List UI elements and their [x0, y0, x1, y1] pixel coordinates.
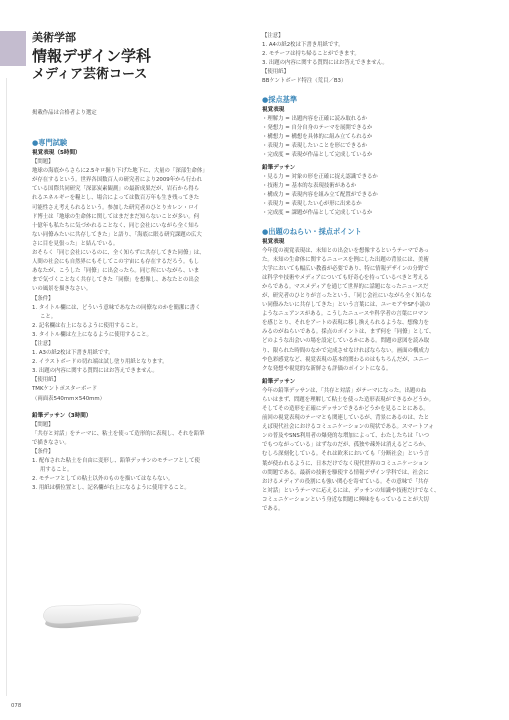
- aims-visual-text: 今年度の視覚表現は、未知との出会いを想像するというテーマであっ た。未知の生命体に関するニュースを例にした出題の背景には、美術 大学においても幅広い教養が必要であり、特に情報デザインの分野で は科学や技術やメディアについても好奇心を持っているべきと考える からである。マスメディアを通じて世界的に話題になったニュースだ が、研究者のひとりが言ったという、「同じ会社にいながら全く知らな い同僚みたいに共存してきた」という言葉には、ユーモアやSF小説の ようなニュアンスがある。こうしたニュースや科学者の言葉にロマン を感じとり、それをアートの表現に移し換えられるような、想像力を みるのがねらいである。採点のポイントは、まず何を「同僚」として、 どのような出会いの場を設定しているかにある。問題の意図を読み取 り、限られた時間のなかで完成させなければならない。画面の構成力 や色彩感覚など、視覚表現の基本的関わるのはもちろんだが、ユニー クな発想や視覚的な新鮮さも評価のポイントになる。: [262, 247, 435, 372]
- aims-drawing-title: 鉛筆デッサン: [262, 378, 296, 385]
- label-problem: 【問題】: [32, 159, 54, 166]
- label-problem-drawing: 【問題】: [32, 421, 54, 428]
- selection-note: 掲載作品は合格者より選定: [32, 110, 97, 116]
- criteria-visual-list: ・理解力 = 出題内容を正確に読み取れるか ・発想力 = 自分自身のテーマを展開できるか ・構想力 = 構想を具体的に組み立てられるか ・表現力 = 表現したいことを形にできるか ・完成度 = 表現が作品として完成しているか: [262, 115, 373, 158]
- criteria-drawing-title: 鉛筆デッサン: [262, 165, 296, 172]
- criteria-visual-title: 視覚表現: [262, 106, 285, 113]
- section-title-aims: ●出題のねらい・採点ポイント: [262, 226, 362, 236]
- visual-exam-title: 視覚表現（5時間）: [32, 150, 81, 157]
- paper-size: （両面表540mm×540mm）: [32, 395, 106, 402]
- major-title: 情報デザイン学科: [32, 47, 151, 65]
- margin-rule: [6, 78, 7, 696]
- criteria-drawing-list: ・見る力 = 対象の形を正確に捉え認識できるか ・技術力 = 基本的な表現技術があるか ・構成力 = 表現内容を組み立て配置ができるか ・表現力 = 表現したい心が形に出来るか ・完成度 = 課題が作品として完成しているか: [262, 174, 378, 217]
- visual-problem-text: 地球の海底からさらに2.5キロ掘り下げた地下に、大量の「深部生命体」 が存在するという。世界各国数百人の研究者により2009年から行われ ている国際共同研究「深部炭素観測」の最新成果だが、岩石から得ら れるエネルギーを糧とし、場合によっては数百万年も生き残ってきた 可能性さえ考えられるという。参加した研究者のひとりカレン・ロイ ド博士は「地球の生命体に関してはまだまだ知らないことが多い。何 十億年も私たちに気づかれることなく、同じ会社にいながら全く知ら ない同僚みたいに共存してきた」と語り、「海底に眠る研究課題の広大 さに目を見張った」と結んでいる。 おそらく「同じ会社にいるのに、全く知らずに共存してきた同僚」は、 人間の社会にも自然界にもそしてこの宇宙にも存在するだろう。もし あなたが、こうした「同僚」に出会ったら。同じ所にいながら、いま まで気づくことなく共存してきた「同僚」を想像し、あなたとの出会 いの風景を描きなさい。: [32, 168, 208, 293]
- label-notes-drawing: 【注意】: [262, 33, 284, 39]
- aims-visual-title: 視覚表現: [262, 238, 285, 245]
- section-color-tab: [0, 31, 26, 66]
- department-title: 美術学部: [32, 31, 76, 44]
- drawing-exam-title: 鉛筆デッサン（3時間）: [32, 412, 92, 419]
- drawing-conditions: 1. 配布された粘土を自由に変形し、鉛筆デッサンのモチーフとして使 用すること。 2. モチーフとしての粘土以外のものを描いてはならない。 3. 用紙は横位置とし、記名欄が右上になるように使用すること。: [32, 458, 200, 492]
- label-paper: 【使用紙】: [32, 377, 59, 384]
- label-paper-drawing: 【使用紙】: [262, 69, 289, 76]
- visual-conditions: 1. タイトル欄には、どういう意味であなたの同僚なのかを簡潔に書く こと。 2. 記名欄は右上になるように使用すること。 3. タイトル欄は左上になるように使用すること。: [32, 304, 201, 338]
- aims-drawing-text: 今年の鉛筆デッサンは、「共存と対話」がテーマになった。出題のね らいはまず、問題を理解して粘土を使った造形表現ができるかどうか。 そしてその造形を正確にデッサンできるかどうかを見ることにある。 前回の視覚表現のテーマとも関連しているが、背景にあるのは、たと えば現代社会におけるコミュニケーションの現状である。スマートフォ ンの普及やSNS利用者の爆発的な増加によって、わたしたちは「いつ でもつながっている」はずなのだが、孤独や疎外は消えるどころか、 むしろ深刻化している。それは欧米においても「分断社会」という言 葉が使われるように、日本だけでなく現代世界のコミュニケーション の問題である。最新の技術を駆使する情報デザイン学科では、社会に おけるメディアの役割にも強い関心を寄せている。その意味で「共存 と対話」というテーマに応えるには、デッサンの知識や技術だけでなく、 コミュニケーションという身近な問題に興味をもっていることが大切 である。: [262, 387, 440, 513]
- visual-notes: 1. A3の紙2枚は下書き用紙です。 2. イラストボードの切れ端は試し塗り用紙となります。 3. 出題の内容に関する質問にはお答えできません。: [32, 350, 168, 375]
- label-notes: 【注意】: [32, 340, 54, 347]
- clay-sculpture-image: [40, 603, 144, 629]
- page-number: 078: [11, 703, 22, 709]
- section-title-criteria: ●採点基準: [262, 94, 298, 104]
- page-header: [32, 31, 151, 84]
- paper-spec: TMKケントポスターボード: [32, 386, 98, 393]
- label-conditions: 【条件】: [32, 295, 54, 302]
- right-column: 【注意】 1. A4の紙2枚は下書き用紙です。 2. モチーフは持ち帰ることができます。 3. 出題の内容に関する質問にはお答えできません。 【使用紙】 BBケントボード特注（荒目／B3） ●採点基準 視覚表現 ・理解力 = 出題内容を正確に読み取れるか ・発想力 = 自分自身のテーマを展開できるか ・構想力 = 構想を具体的に組み立てられるか ・表現力 = 表現したいことを形にできるか ・完成度 = 表現が作品として完成しているか 鉛筆デッサン ・見る力 = 対象の形を正確に捉え認識できるか ・技術力 = 基本的な表現技術があるか ・構成力 = 表現内容を組み立て配置ができるか ・表現力 = 表現したい心が形に出来るか ・完成度 = 課題が作品として完成しているか ●出題のねらい・採点ポイント 視覚表現 今年度の視覚表現は、未知との出会いを想像するというテーマであっ た。未知の生命体に関するニュースを例にした出題の背景には、美術 大学においても幅広い教養が必要であり、特に情報デザインの分野で は科学や技術やメディアについても好奇心を持っているべきと考える からである。マスメディアを通じて世界的に話題になったニュースだ が、研究者のひとりが言ったという、「同じ会社にいながら全く知らな い同僚みたいに共存してきた」という言葉には、ユーモアやSF小説の ようなニュアンスがある。こうしたニュースや科学者の言葉にロマン を感じとり、それをアートの表現に移し換えられるような、想像力を みるのがねらいである。採点のポイントは、まず何を「同僚」として、 どのような出会いの場を設定しているかにある。問題の意図を読み取 り、限られた時間のなかで完成させなければならない。画面の構成力 や色彩感覚など、視覚表現の基本的関わるのはもちろんだが、ユニー クな発想や視覚的な新鮮さも評価のポイントになる。 鉛筆デッサン 今年の鉛筆デッサンは、「共存と対話」がテーマになった。出題のね らいはまず、問題を理解して粘土を使った造形表現ができるかどうか。 そしてその造形を正確にデッサンできるかどうかを見ることにある。 前回の視覚表現のテーマとも関連しているが、背景にあるのは、たと えば現代社会におけるコミュニケーションの現状である。スマートフォ ンの普及やSNS利用者の爆発的な増加によって、わたしたちは「いつ でもつながっている」はずなのだが、孤独や疎外は消えるどころか、 むしろ深刻化している。それは欧米においても「分断社会」という言 葉が使われるように、日本だけでなく現代世界のコミュニケーション の問題である。最新の技術を駆使する情報デザイン学科では、社会に おけるメディアの役割にも強い関心を寄せている。その意味で「共存 と対話」というテーマに応えるには、デッサンの知識や技術だけでなく、 コミュニケーションという身近な問題に興味をもっていることが大切 である。: [262, 32, 484, 514]
- label-conditions-drawing: 【条件】: [32, 448, 54, 455]
- left-column: 掲載作品は合格者より選定 ●専門試験 視覚表現（5時間） 【問題】 地球の海底からさらに2.5キロ掘り下げた地下に、大量の「深部生命体」 が存在するという。世界各国数百人の研究者により2009年から行われ ている国際共同研究「深部炭素観測」の最新成果だが、岩石から得ら れるエネルギーを糧とし、場合によっては数百万年も生き残ってきた 可能性さえ考えられるという。参加した研究者のひとりカレン・ロイ ド博士は「地球の生命体に関してはまだまだ知らないことが多い。何 十億年も私たちに気づかれることなく、同じ会社にいながら全く知ら ない同僚みたいに共存してきた」と語り、「海底に眠る研究課題の広大 さに目を見張った」と結んでいる。 おそらく「同じ会社にいるのに、全く知らずに共存してきた同僚」は、 人間の社会にも自然界にもそしてこの宇宙にも存在するだろう。もし あなたが、こうした「同僚」に出会ったら。同じ所にいながら、いま まで気づくことなく共存してきた「同僚」を想像し、あなたとの出会 いの風景を描きなさい。 【条件】 1. タイトル欄には、どういう意味であなたの同僚なのかを簡潔に書く こと。 2. 記名欄は右上になるように使用すること。 3. タイトル欄は左上になるように使用すること。 【注意】 1. A3の紙2枚は下書き用紙です。 2. イラストボードの切れ端は試し塗り用紙となります。 3. 出題の内容に関する質問にはお答えできません。 【使用紙】 TMKケントポスターボード （両面表540mm×540mm） 鉛筆デッサン（3時間） 【問題】 「共存と対話」をテーマに、粘土を使って造形的に表現し、それを鉛筆 で描きなさい。 【条件】 1. 配布された粘土を自由に変形し、鉛筆デッサンのモチーフとして使 用すること。 2. モチーフとしての粘土以外のものを描いてはならない。 3. 用紙は横位置とし、記名欄が右上になるように使用すること。: [32, 109, 246, 493]
- paper-spec-drawing: BBケントボード特注（荒目／B3）: [262, 78, 347, 85]
- section-title-exam: ●専門試験: [32, 138, 68, 148]
- course-title: メディア芸術コース: [32, 67, 148, 82]
